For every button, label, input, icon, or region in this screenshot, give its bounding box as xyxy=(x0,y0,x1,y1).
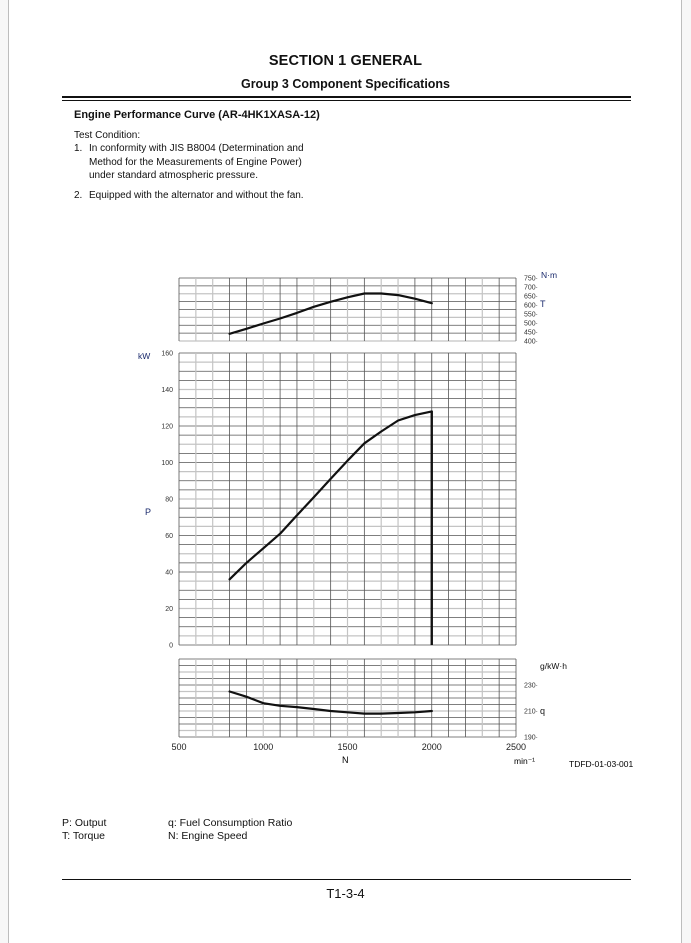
condition-2-number: 2. xyxy=(74,190,83,201)
condition-1-line: In conformity with JIS B8004 (Determination and xyxy=(89,143,304,154)
torque-tick-label: 700· xyxy=(524,284,539,292)
torque-unit-label: N·m xyxy=(541,270,558,280)
x-tick-label: 1000 xyxy=(253,742,274,752)
output-tick-label: 100 xyxy=(161,460,173,467)
condition-1-line: Method for the Measurements of Engine Power) xyxy=(89,156,302,168)
fuel-unit-label: g/kW·h xyxy=(540,661,567,671)
page-number: T1-3-4 xyxy=(326,886,365,901)
torque-tick-label: 550· xyxy=(524,311,539,319)
legend-engine-speed: N: Engine Speed xyxy=(168,829,248,842)
output-unit-label: kW xyxy=(138,351,151,361)
output-tick-label: 140 xyxy=(161,387,173,394)
x-axis-label: N xyxy=(342,755,349,765)
figure-id: TDFD-01-03-001 xyxy=(569,759,634,769)
torque-tick-label: 450· xyxy=(524,329,539,337)
legend-output: P: Output xyxy=(62,817,107,829)
output-symbol-label: P xyxy=(145,507,152,517)
condition-1-line: under standard atmospheric pressure. xyxy=(89,170,258,181)
output-tick-label: 160 xyxy=(161,350,173,358)
output-tick-label: 80 xyxy=(165,496,173,504)
grid-layer xyxy=(179,278,516,737)
x-tick-label: 1500 xyxy=(337,742,358,752)
test-condition-label: Test Condition: xyxy=(74,130,141,141)
section-title: SECTION 1 GENERAL xyxy=(268,53,423,69)
output-tick-label: 120 xyxy=(161,423,173,431)
output-tick-label: 20 xyxy=(165,606,173,613)
torque-tick-label: 650· xyxy=(524,293,539,301)
legend-column-2 xyxy=(168,817,292,842)
output-tick-label: 0 xyxy=(169,642,173,650)
group-title: Group 3 Component Specifications xyxy=(240,77,451,91)
torque-tick-label: 750· xyxy=(524,275,539,283)
fuel-tick-label: 190· xyxy=(524,734,539,742)
fuel-tick-label: 210· xyxy=(524,708,539,716)
legend-column-1 xyxy=(62,817,106,842)
legend-torque: T: Torque xyxy=(62,829,105,842)
fuel-tick-label: 230· xyxy=(524,682,539,690)
x-tick-label: 2500 xyxy=(505,742,527,752)
torque-tick-label: 400· xyxy=(524,338,539,346)
torque-tick-label: 600· xyxy=(524,302,539,310)
chart-heading: Engine Performance Curve (AR-4HK1XASA-12) xyxy=(74,109,320,121)
torque-symbol-label: T xyxy=(540,299,546,309)
x-tick-label: 2000 xyxy=(421,742,442,752)
legend-fuel-consumption: q: Fuel Consumption Ratio xyxy=(168,817,293,829)
x-tick-label: 500 xyxy=(171,742,187,752)
fuel-symbol-label: q xyxy=(540,706,546,716)
condition-1-number: 1. xyxy=(74,143,83,154)
footer-rule xyxy=(62,879,631,880)
torque-tick-label: 500· xyxy=(524,320,539,328)
output-tick-label: 40 xyxy=(165,569,173,577)
condition-2-text: Equipped with the alternator and without the fan. xyxy=(89,190,304,201)
output-tick-label: 60 xyxy=(165,533,173,540)
x-axis-unit: min⁻¹ xyxy=(514,756,536,766)
